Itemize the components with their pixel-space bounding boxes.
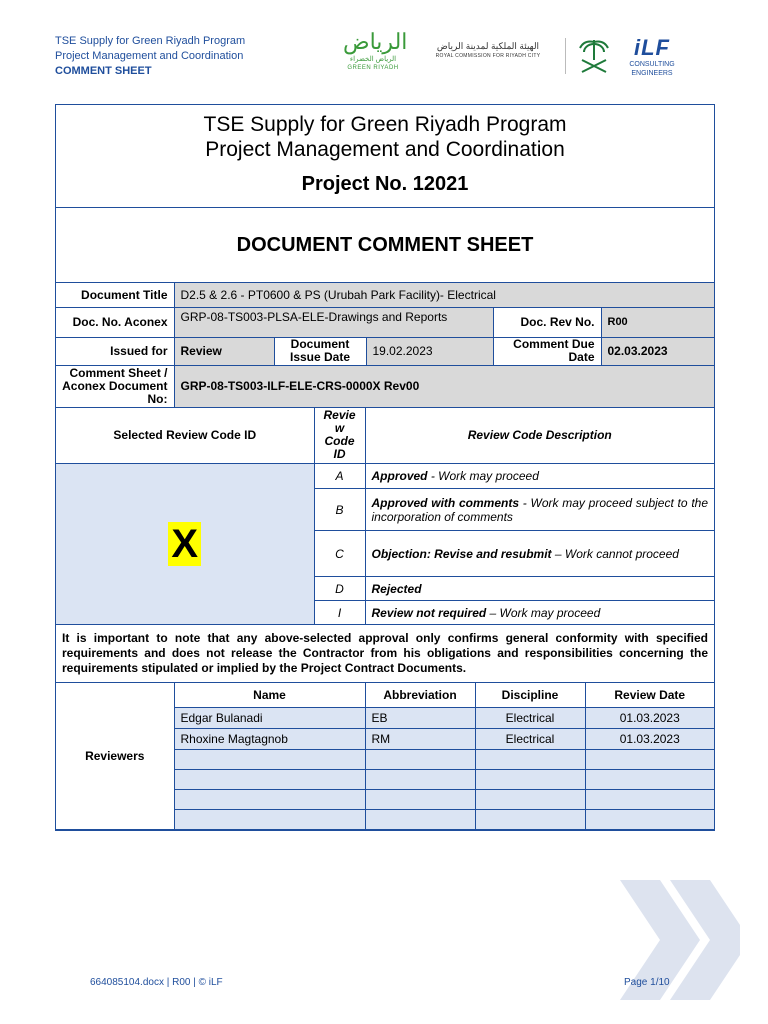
reviewers-header-abbreviation: Abbreviation	[365, 683, 475, 707]
code-desc-c-bold: Objection: Revise and resubmit	[371, 546, 552, 561]
code-desc-a-bold: Approved	[371, 469, 428, 483]
code-desc-d-bold: Rejected	[371, 581, 422, 596]
reviewer-discipline	[475, 749, 585, 769]
code-id-i: I	[314, 601, 365, 625]
rcrc-logo-ar: الهيئة الملكية لمدينة الرياض	[436, 41, 540, 51]
green-riyadh-logo-ar2: الرياض الخضراء	[349, 56, 397, 63]
green-riyadh-logo-en: GREEN RIYADH	[347, 65, 399, 71]
title-program: TSE Supply for Green Riyadh Program	[203, 113, 567, 136]
selected-review-code-cell	[56, 464, 314, 625]
code-id-d: D	[314, 577, 365, 601]
code-id-a: A	[314, 464, 365, 489]
doc-rev-label: Doc. Rev No.	[493, 307, 601, 337]
header-program: TSE Supply for Green Riyadh Program	[55, 35, 246, 47]
reviewer-name	[174, 809, 365, 829]
reviewer-discipline: Electrical	[475, 707, 585, 728]
reviewers-table	[56, 683, 714, 830]
reviewer-abbreviation: EB	[365, 707, 475, 728]
issue-date-value: 19.02.2023	[366, 337, 493, 365]
issued-for-value: Review	[174, 337, 274, 365]
selected-review-code-header: Selected Review Code ID	[56, 408, 314, 464]
ilf-logo-sub1: CONSULTING	[629, 61, 675, 68]
review-code-description-header: Review Code Description	[365, 408, 714, 464]
reviewer-abbreviation	[365, 789, 475, 809]
reviewer-review-date	[585, 749, 714, 769]
code-desc-c-rest: – Work cannot proceed	[551, 546, 679, 561]
code-desc-i	[365, 601, 714, 625]
header-subtitle: Project Management and Coordination	[55, 50, 244, 62]
project-number: Project No. 12021	[301, 173, 469, 195]
reviewer-abbreviation	[365, 809, 475, 829]
reviewer-name: Edgar Bulanadi	[174, 707, 365, 728]
reviewer-review-date: 01.03.2023	[585, 707, 714, 728]
comment-sheet-label: Comment Sheet / Aconex Document No:	[56, 365, 174, 407]
reviewer-discipline	[475, 809, 585, 829]
title-subtitle: Project Management and Coordination	[205, 138, 565, 161]
rcrc-logo	[418, 40, 558, 60]
ilf-logo-mark: iLF	[634, 35, 670, 60]
ilf-logo	[626, 36, 678, 78]
code-desc-b	[365, 489, 714, 531]
reviewer-name	[174, 789, 365, 809]
logo-bar	[343, 30, 713, 80]
due-date-label: Comment Due Date	[493, 337, 601, 365]
reviewer-discipline	[475, 769, 585, 789]
header-comment-sheet: COMMENT SHEET	[55, 65, 152, 77]
reviewer-discipline: Electrical	[475, 728, 585, 749]
reviewer-review-date	[585, 789, 714, 809]
reviewers-header-review-date: Review Date	[585, 683, 714, 707]
reviewer-name	[174, 749, 365, 769]
review-code-id-header: Revie w Code ID	[314, 408, 365, 464]
title-block	[56, 105, 714, 208]
reviewers-header-name: Name	[174, 683, 365, 707]
footer-document-reference: 664085104.docx | R00 | © iLF	[90, 977, 223, 988]
code-desc-i-rest: – Work may proceed	[486, 605, 601, 620]
doc-rev-value: R00	[601, 307, 714, 337]
reviewer-review-date	[585, 769, 714, 789]
code-desc-b-bold: Approved with comments	[371, 495, 520, 510]
document-info-table	[56, 283, 714, 408]
reviewers-header-discipline: Discipline	[475, 683, 585, 707]
issue-date-label: Document Issue Date	[274, 337, 366, 365]
reviewers-label: Reviewers	[56, 683, 174, 829]
document-heading: DOCUMENT COMMENT SHEET	[56, 208, 714, 283]
reviewer-abbreviation: RM	[365, 728, 475, 749]
conformity-note: It is important to note that any above-selected approval only confirms general conformity with specified requirements and does not release the Contractor from his obligations and responsibilities concerning the requirements stipulated or implied by the Project Contract Documents.	[56, 625, 714, 683]
page-header	[55, 34, 245, 79]
document-title-label: Document Title	[56, 283, 174, 307]
doc-no-label: Doc. No. Aconex	[56, 307, 174, 337]
reviewer-review-date	[585, 809, 714, 829]
comment-sheet-form	[55, 104, 715, 831]
reviewer-name	[174, 769, 365, 789]
issued-for-label: Issued for	[56, 337, 174, 365]
code-desc-c	[365, 531, 714, 577]
code-id-c: C	[314, 531, 365, 577]
code-desc-d	[365, 577, 714, 601]
code-desc-a	[365, 464, 714, 489]
reviewer-abbreviation	[365, 749, 475, 769]
due-date-value: 02.03.2023	[601, 337, 714, 365]
code-desc-b-rest: - Work may proceed subject to the incorporation of comments	[371, 495, 708, 524]
reviewer-name: Rhoxine Magtagnob	[174, 728, 365, 749]
logo-divider	[565, 38, 566, 74]
code-id-b: B	[314, 489, 365, 531]
ilf-logo-sub2: ENGINEERS	[631, 70, 673, 77]
comment-sheet-value: GRP-08-TS003-ILF-ELE-CRS-0000X Rev00	[174, 365, 714, 407]
green-riyadh-logo	[343, 30, 408, 80]
review-code-table	[56, 408, 714, 626]
document-title-value: D2.5 & 2.6 - PT0600 & PS (Urubah Park Facility)- Electrical	[174, 283, 714, 307]
green-riyadh-logo-ar: الرياض	[343, 30, 408, 55]
reviewer-discipline	[475, 789, 585, 809]
footer-page-number: Page 1/10	[624, 977, 670, 988]
selected-mark-x: X	[168, 522, 201, 566]
rcrc-logo-en: ROYAL COMMISSION FOR RIYADH CITY	[435, 53, 541, 59]
reviewer-review-date: 01.03.2023	[585, 728, 714, 749]
reviewer-abbreviation	[365, 769, 475, 789]
palm-swords-emblem-icon	[576, 36, 612, 76]
code-desc-i-bold: Review not required	[371, 605, 487, 620]
doc-no-value: GRP-08-TS003-PLSA-ELE-Drawings and Reports	[174, 307, 493, 337]
code-desc-a-rest: - Work may proceed	[427, 469, 539, 483]
